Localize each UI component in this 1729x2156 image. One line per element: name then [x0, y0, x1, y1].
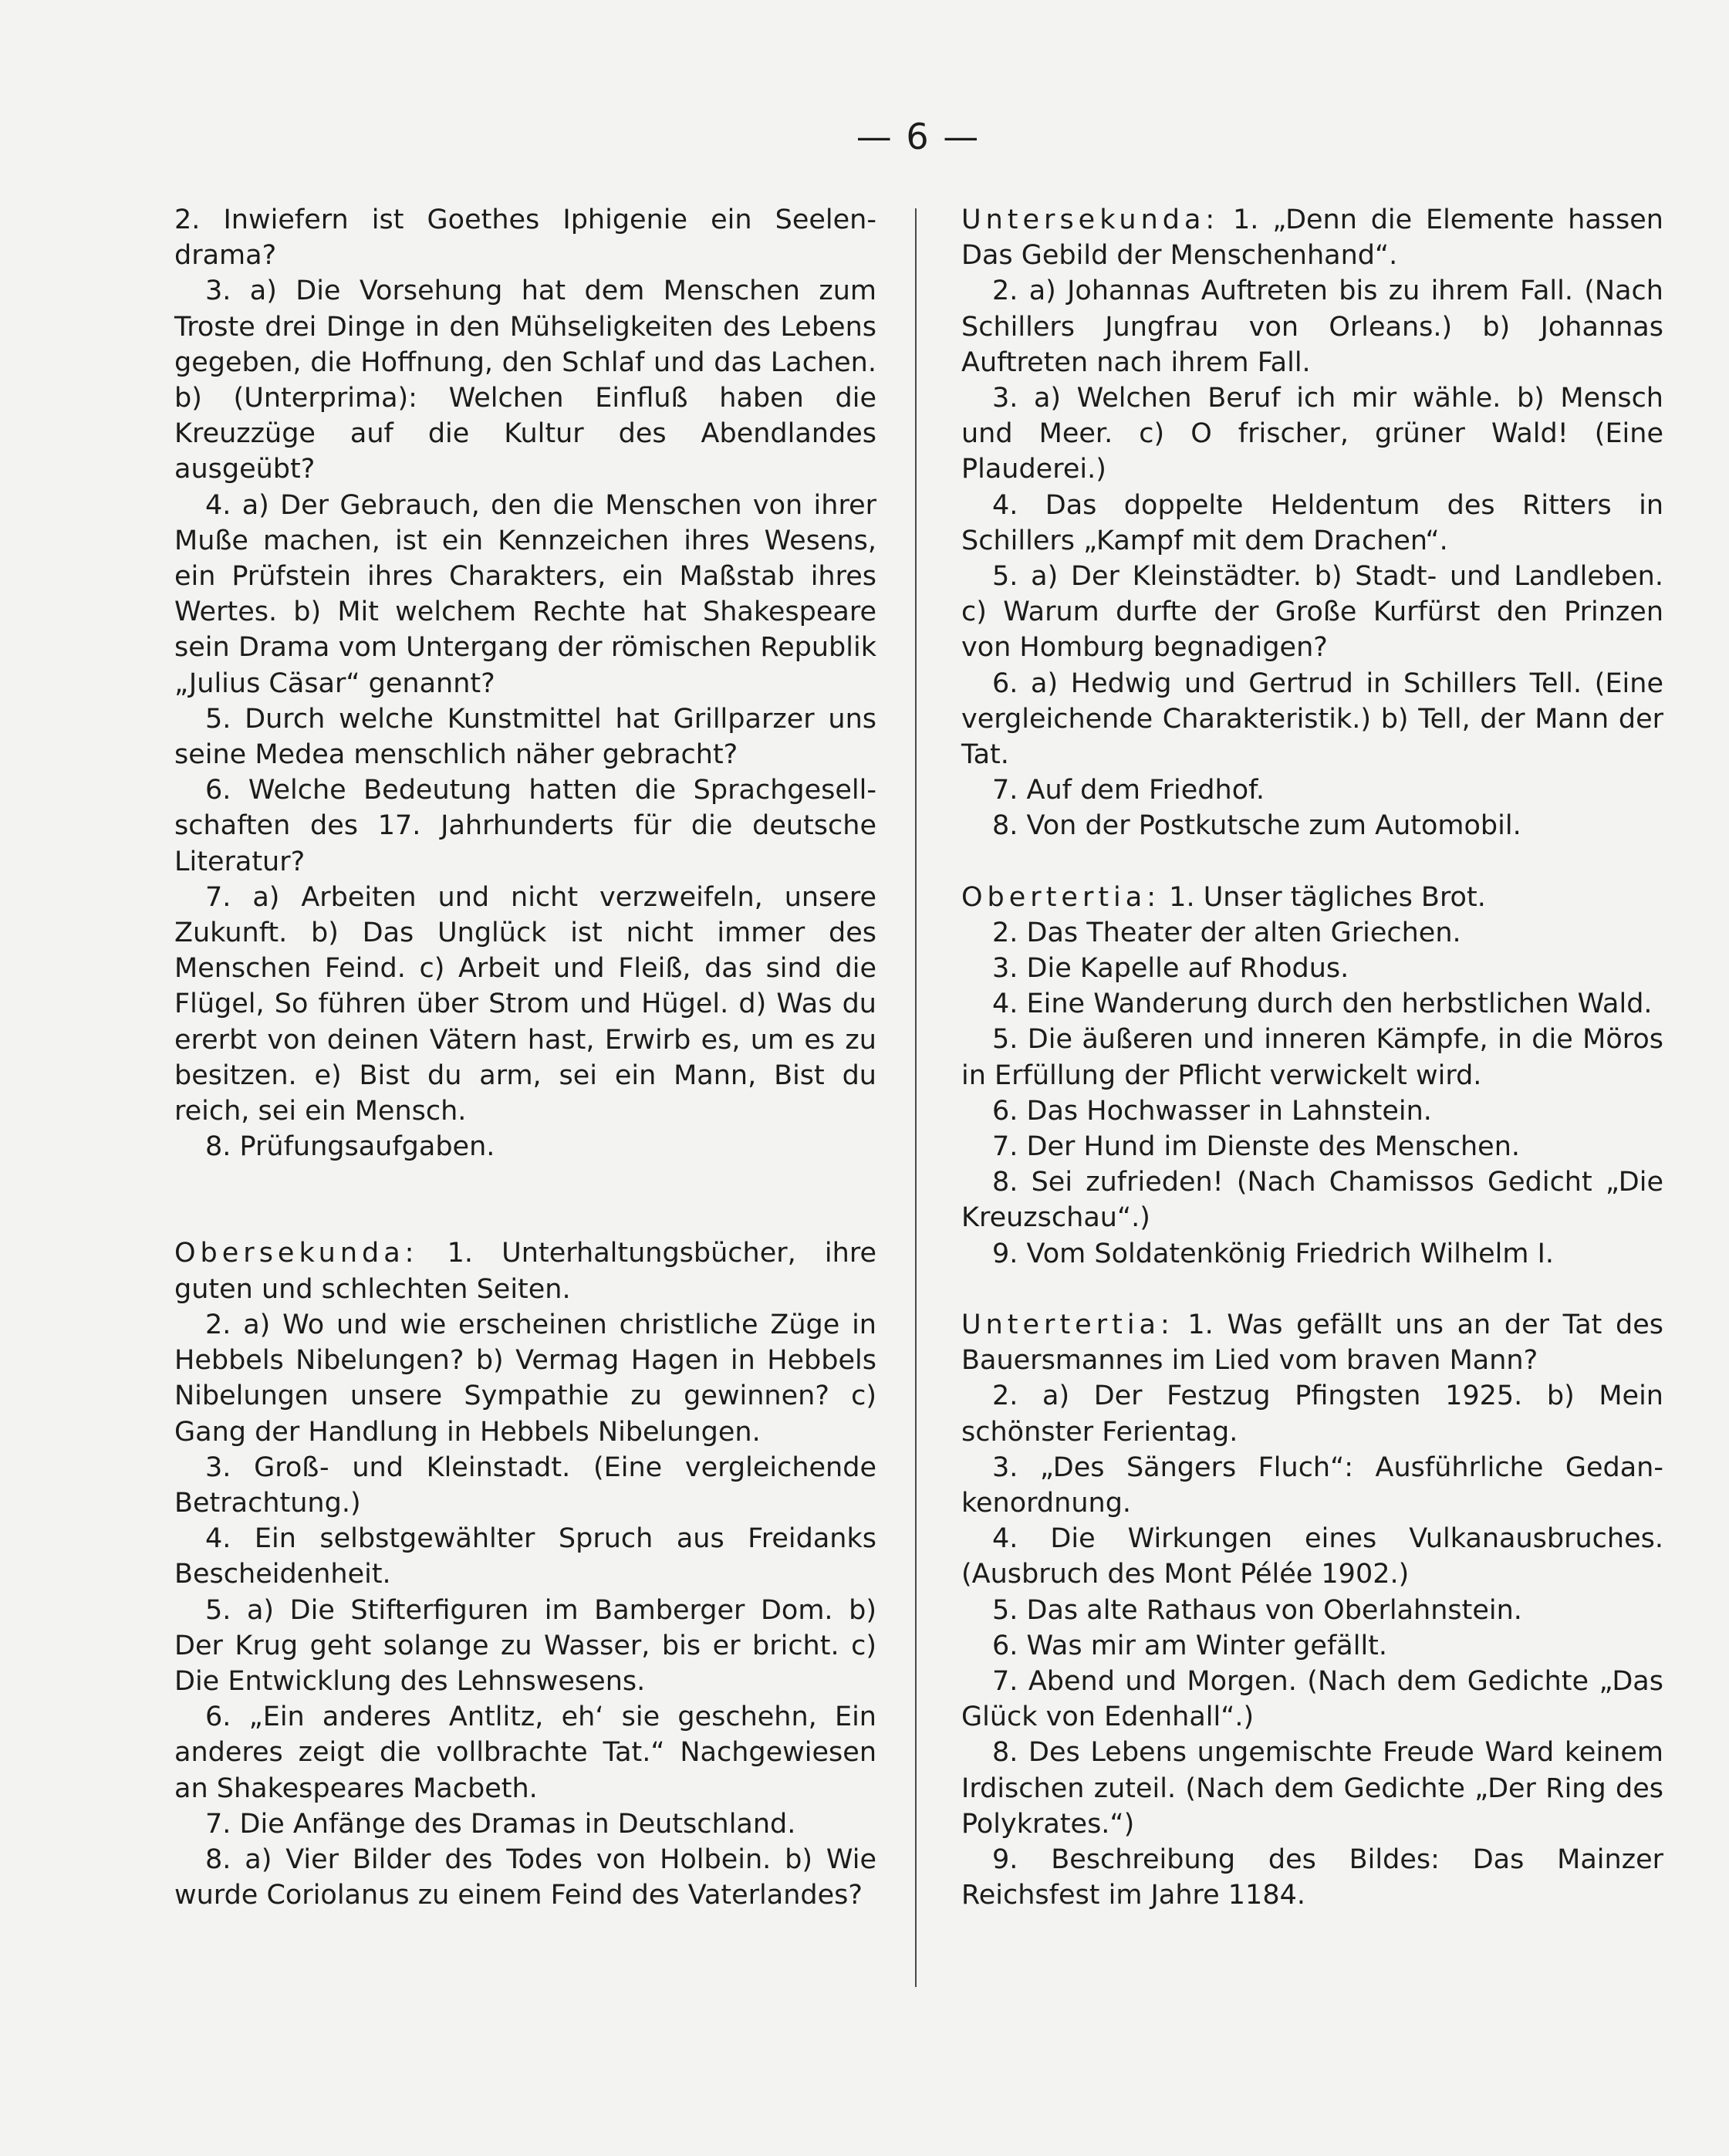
list-item: 4. Die Wirkungen eines Vulkanausbruches. (Ausbruch des Mont Pélée 1902.): [961, 1523, 1663, 1590]
list-item: 9. Beschreibung des Bildes: Das Mainzer Reichsfest im Jahre 1184.: [961, 1843, 1663, 1911]
section-heading: Obersekunda:: [174, 1238, 419, 1269]
list-item: 7. Die Anfänge des Dramas in Deutschland.: [205, 1808, 796, 1840]
list-item: 5. Durch welche Kunstmittel hat Grillparzer uns seine Medea menschlich näher gebracht?: [174, 703, 876, 771]
list-item: 3. Die Kapelle auf Rhodus.: [992, 953, 1349, 985]
list-item: 8. Des Lebens ungemischte Freude Ward keinem Irdischen zuteil. (Nach dem Gedichte „Der Ring des Polykrates.“): [961, 1737, 1663, 1840]
list-item: 9. Vom Soldatenkönig Friedrich Wilhelm I.: [992, 1238, 1555, 1269]
section-untersekunda: [961, 202, 1663, 273]
list-item: 5. Das alte Rathaus von Oberlahnstein.: [992, 1594, 1522, 1626]
right-column: [961, 202, 1663, 1913]
list-item: 5. a) Die Stifterfiguren im Bamberger Dom. b) Der Krug geht solange zu Wasser, bis er bricht. c) Die Entwicklung des Lehnswesens.: [174, 1594, 876, 1697]
list-item: 6. Das Hochwasser in Lahnstein.: [992, 1095, 1432, 1127]
section-heading: Obertertia:: [961, 881, 1161, 913]
list-item: 7. a) Arbeiten und nicht verzweifeln, unsere Zukunft. b) Das Unglück ist nicht immer des Menschen Feind. c) Arbeit und Fleiß, das sind die Flügel, So führen über Strom und Hügel. d) Was du ererbt von deinen Vätern hast, Erwirb es, um es zu besitzen. e) Bist du arm, sei ein Mann, Bist du reich, sei ein Mensch.: [174, 881, 876, 1127]
list-item: 4. a) Der Gebrauch, den die Menschen von ihrer Muße machen, ist ein Kennzeichen ihres Wesens, ein Prüfstein ihres Charakters, ein Maßstab ihres Wertes. b) Mit welchem Rechte hat Shakespeare sein Drama vom Untergang der römischen Republik „Julius Cäsar“ genannt?: [174, 489, 876, 699]
list-item: 3. Groß- und Kleinstadt. (Eine vergleichende Betrachtung.): [174, 1451, 876, 1519]
list-item: 7. Auf dem Friedhof.: [992, 775, 1265, 806]
section-untertertia: [961, 1307, 1663, 1378]
list-item: 4. Eine Wanderung durch den herbstlichen Wald.: [992, 988, 1653, 1020]
list-item: 5. Die äußeren und inneren Kämpfe, in die Möros in Erfüllung der Pflicht verwickelt wird.: [961, 1024, 1663, 1091]
list-item: 8. Sei zufrieden! (Nach Chamissos Gedicht „Die Kreuzschau“.): [961, 1167, 1663, 1234]
left-column: [174, 202, 876, 1913]
list-item: 1. „Denn die Elemente hassen Das Gebild der Menschenhand“.: [961, 204, 1663, 272]
list-item: 6. a) Hedwig und Gertrud in Schillers Tell. (Eine vergleichende Charakteristik.) b) Tell, der Mann der Tat.: [961, 667, 1663, 771]
list-item: 3. a) Welchen Beruf ich mir wähle. b) Mensch und Meer. c) O frischer, grüner Wald! (Eine Plauderei.): [961, 383, 1663, 485]
list-item: 3. „Des Sängers Fluch“: Ausführliche Gedankenordnung.: [961, 1451, 1663, 1519]
section-obersekunda: [174, 1235, 876, 1306]
column-divider: [915, 208, 917, 1987]
list-item: 1. Unterhaltungsbücher, ihre guten und schlechten Seiten.: [174, 1238, 876, 1305]
list-item: 8. a) Vier Bilder des Todes von Holbein. b) Wie wurde Coriolanus zu einem Feind des Vaterlandes?: [174, 1843, 876, 1911]
list-item: 2. a) Wo und wie erscheinen christliche Züge in Hebbels Nibelungen? b) Vermag Hagen in Hebbels Nibelungen unsere Sympathie zu gewinnen? c) Gang der Handlung in Hebbels Nibelungen.: [174, 1309, 876, 1448]
list-item: 6. Was mir am Winter gefällt.: [992, 1630, 1388, 1661]
list-item: 2. a) Der Festzug Pfingsten 1925. b) Mein schönster Ferientag.: [961, 1380, 1663, 1448]
list-item: 2. Das Theater der alten Griechen.: [992, 917, 1461, 948]
list-item: 3. a) Die Vorsehung hat dem Menschen zum Troste drei Dinge in den Mühseligkeiten des Lebens gegeben, die Hoffnung, den Schlaf und das Lachen. b) (Unterprima): Welchen Einfluß haben die Kreuzzüge auf die Kultur des Abendlandes ausgeübt?: [174, 275, 876, 485]
list-item: 4. Das doppelte Heldentum des Ritters in Schillers „Kampf mit dem Drachen“.: [961, 489, 1663, 556]
page-number: — 6 —: [856, 116, 981, 157]
list-item: 8. Prüfungsaufgaben.: [205, 1131, 495, 1163]
list-item: 6. Welche Bedeutung hatten die Sprachgesellschaften des 17. Jahrhunderts für die deutsche Literatur?: [174, 775, 876, 877]
list-item: 6. „Ein anderes Antlitz, eh‘ sie geschehn, Ein anderes zeigt die vollbrachte Tat.“ Nachgewiesen an Shakespeares Macbeth.: [174, 1701, 876, 1804]
section-heading: Untertertia:: [961, 1309, 1174, 1340]
list-item: 7. Der Hund im Dienste des Menschen.: [992, 1131, 1521, 1163]
section-obertertia: [961, 880, 1663, 915]
list-item: 5. a) Der Kleinstädter. b) Stadt- und Landleben. c) Warum durfte der Große Kurfürst den Prinzen von Homburg begnadigen?: [961, 561, 1663, 664]
list-item: 2. Inwiefern ist Goethes Iphigenie ein Seelendrama?: [174, 204, 876, 272]
list-item: 4. Ein selbstgewählter Spruch aus Freidanks Bescheidenheit.: [174, 1523, 876, 1590]
section-heading: Untersekunda:: [961, 204, 1220, 235]
list-item: 8. Von der Postkutsche zum Automobil.: [992, 810, 1521, 842]
list-item: 7. Abend und Morgen. (Nach dem Gedichte „Das Glück von Edenhall“.): [961, 1665, 1663, 1733]
list-item: 2. a) Johannas Auftreten bis zu ihrem Fall. (Nach Schillers Jungfrau von Orleans.) b) Johannas Auftreten nach ihrem Fall.: [961, 275, 1663, 378]
list-item: 1. Was gefällt uns an der Tat des Bauersmannes im Lied vom braven Mann?: [961, 1309, 1663, 1377]
list-item: 1. Unser tägliches Brot.: [1169, 881, 1486, 913]
